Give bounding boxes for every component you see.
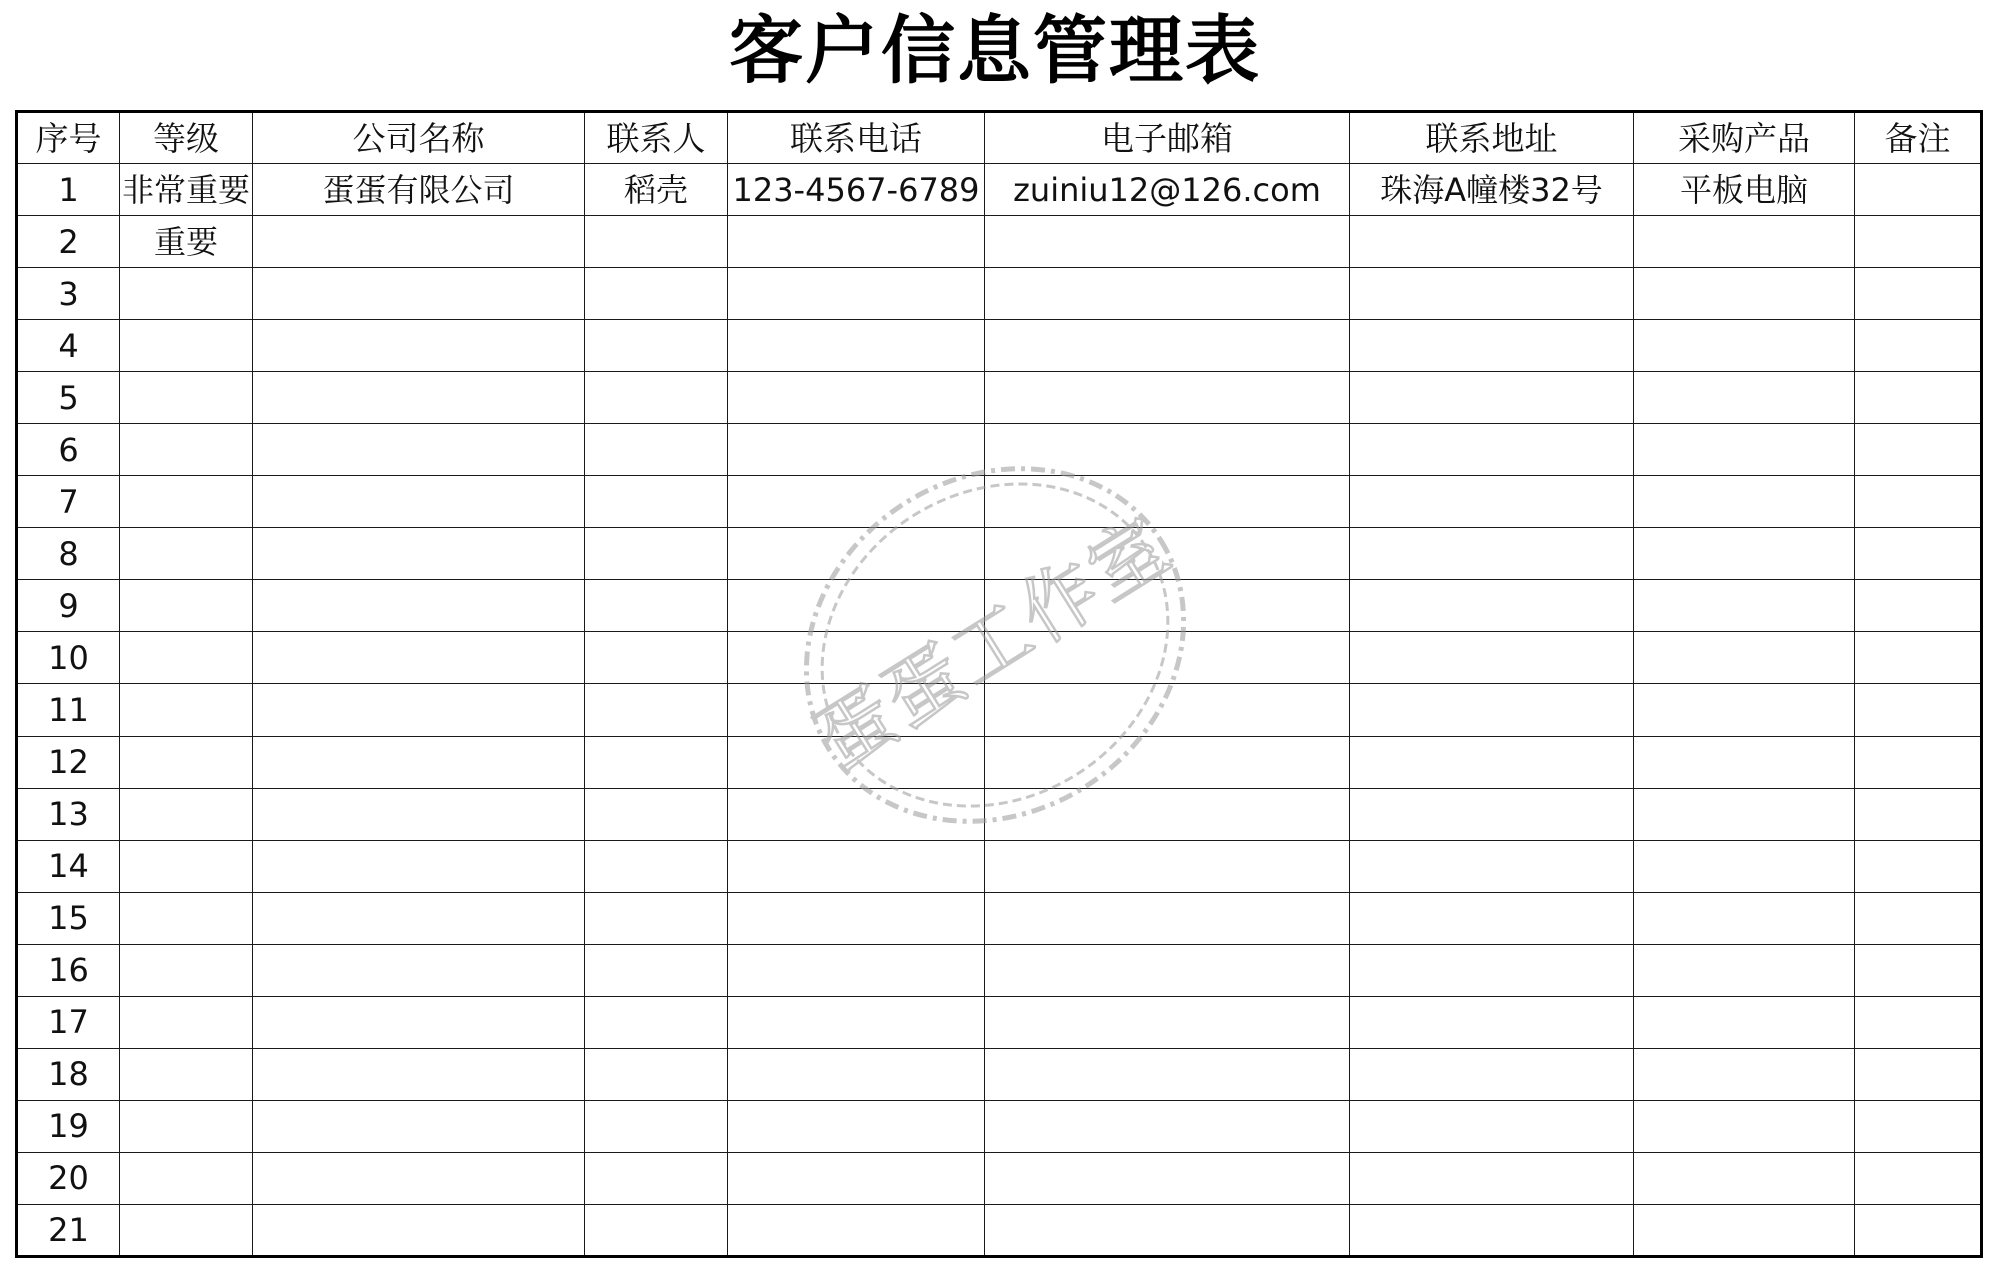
cell-phone[interactable]: [728, 996, 985, 1048]
cell-email[interactable]: [985, 372, 1350, 424]
cell-email[interactable]: [985, 996, 1350, 1048]
cell-company[interactable]: [253, 632, 585, 684]
cell-remark[interactable]: [1855, 424, 1982, 476]
cell-contact[interactable]: [585, 1048, 728, 1100]
cell-address[interactable]: [1350, 216, 1634, 268]
cell-address[interactable]: [1350, 684, 1634, 736]
cell-contact[interactable]: [585, 996, 728, 1048]
cell-product[interactable]: [1634, 840, 1855, 892]
cell-company[interactable]: [253, 476, 585, 528]
cell-product[interactable]: [1634, 424, 1855, 476]
cell-product[interactable]: [1634, 736, 1855, 788]
table-header-row: [17, 112, 1982, 164]
cell-contact[interactable]: [585, 424, 728, 476]
cell-company[interactable]: [253, 424, 585, 476]
cell-index[interactable]: 16: [17, 944, 120, 996]
cell-address[interactable]: [1350, 268, 1634, 320]
cell-email[interactable]: [985, 788, 1350, 840]
cell-address[interactable]: [1350, 736, 1634, 788]
cell-remark[interactable]: [1855, 1048, 1982, 1100]
cell-product[interactable]: [1634, 1204, 1855, 1256]
column-header-phone: 联系电话: [728, 112, 985, 164]
cell-email[interactable]: [985, 1204, 1350, 1256]
table-row: [17, 528, 1982, 580]
column-header-email: 电子邮箱: [985, 112, 1350, 164]
table-row: [17, 580, 1982, 632]
cell-address[interactable]: [1350, 632, 1634, 684]
cell-address[interactable]: [1350, 580, 1634, 632]
cell-email[interactable]: [985, 320, 1350, 372]
cell-email[interactable]: [985, 1152, 1350, 1204]
cell-company[interactable]: [253, 216, 585, 268]
cell-level[interactable]: [120, 476, 253, 528]
table-row: [17, 372, 1982, 424]
cell-index[interactable]: 11: [17, 684, 120, 736]
cell-phone[interactable]: [728, 1152, 985, 1204]
cell-address[interactable]: [1350, 424, 1634, 476]
cell-product[interactable]: [1634, 1100, 1855, 1152]
cell-email[interactable]: [985, 476, 1350, 528]
cell-contact[interactable]: [585, 580, 728, 632]
cell-remark[interactable]: [1855, 528, 1982, 580]
cell-remark[interactable]: [1855, 580, 1982, 632]
cell-email[interactable]: [985, 840, 1350, 892]
cell-company[interactable]: [253, 1100, 585, 1152]
cell-product[interactable]: [1634, 528, 1855, 580]
cell-product[interactable]: [1634, 268, 1855, 320]
cell-level[interactable]: [120, 1048, 253, 1100]
cell-email[interactable]: [985, 1048, 1350, 1100]
cell-product[interactable]: [1634, 1152, 1855, 1204]
cell-company[interactable]: [253, 944, 585, 996]
cell-level[interactable]: [120, 1100, 253, 1152]
cell-email[interactable]: [985, 736, 1350, 788]
cell-level[interactable]: [120, 840, 253, 892]
cell-level[interactable]: [120, 424, 253, 476]
table-row: [17, 268, 1982, 320]
cell-product[interactable]: [1634, 996, 1855, 1048]
cell-remark[interactable]: [1855, 840, 1982, 892]
cell-address[interactable]: [1350, 320, 1634, 372]
cell-remark[interactable]: [1855, 216, 1982, 268]
cell-remark[interactable]: [1855, 476, 1982, 528]
cell-level[interactable]: [120, 1204, 253, 1256]
table-row: [17, 320, 1982, 372]
cell-address[interactable]: [1350, 372, 1634, 424]
cell-email[interactable]: [985, 268, 1350, 320]
cell-index[interactable]: 14: [17, 840, 120, 892]
cell-phone[interactable]: 123-4567-6789: [728, 164, 985, 216]
cell-email[interactable]: [985, 424, 1350, 476]
cell-company[interactable]: [253, 528, 585, 580]
cell-phone[interactable]: [728, 892, 985, 944]
cell-index[interactable]: 2: [17, 216, 120, 268]
table-row: [17, 632, 1982, 684]
cell-contact[interactable]: [585, 320, 728, 372]
cell-company[interactable]: [253, 268, 585, 320]
table-row: [17, 476, 1982, 528]
cell-level[interactable]: 非常重要: [120, 164, 253, 216]
cell-contact[interactable]: [585, 528, 728, 580]
cell-contact[interactable]: [585, 1204, 728, 1256]
cell-phone[interactable]: [728, 216, 985, 268]
cell-product[interactable]: [1634, 476, 1855, 528]
column-header-remark: 备注: [1855, 112, 1982, 164]
cell-company[interactable]: [253, 892, 585, 944]
cell-email[interactable]: [985, 892, 1350, 944]
column-header-product: 采购产品: [1634, 112, 1855, 164]
cell-level[interactable]: 重要: [120, 216, 253, 268]
cell-contact[interactable]: [585, 944, 728, 996]
cell-index[interactable]: 3: [17, 268, 120, 320]
table-row: [17, 216, 1982, 268]
cell-remark[interactable]: [1855, 892, 1982, 944]
cell-phone[interactable]: [728, 372, 985, 424]
cell-email[interactable]: zuiniu12@126.com: [985, 164, 1350, 216]
page-title: 客户信息管理表: [729, 8, 1261, 94]
cell-index[interactable]: 20: [17, 1152, 120, 1204]
cell-email[interactable]: [985, 528, 1350, 580]
cell-remark[interactable]: [1855, 996, 1982, 1048]
cell-contact[interactable]: [585, 1152, 728, 1204]
cell-product[interactable]: [1634, 632, 1855, 684]
cell-product[interactable]: [1634, 216, 1855, 268]
cell-index[interactable]: 12: [17, 736, 120, 788]
cell-address[interactable]: [1350, 1100, 1634, 1152]
cell-level[interactable]: [120, 372, 253, 424]
cell-address[interactable]: [1350, 476, 1634, 528]
customer-info-table: [15, 110, 1983, 1258]
column-header-level: 等级: [120, 112, 253, 164]
cell-address[interactable]: [1350, 1048, 1634, 1100]
cell-remark[interactable]: [1855, 320, 1982, 372]
cell-phone[interactable]: [728, 528, 985, 580]
cell-level[interactable]: [120, 788, 253, 840]
cell-phone[interactable]: [728, 684, 985, 736]
cell-index[interactable]: 1: [17, 164, 120, 216]
cell-company[interactable]: [253, 736, 585, 788]
cell-contact[interactable]: [585, 476, 728, 528]
cell-address[interactable]: [1350, 944, 1634, 996]
cell-company[interactable]: [253, 320, 585, 372]
cell-remark[interactable]: [1855, 268, 1982, 320]
cell-company[interactable]: [253, 1152, 585, 1204]
cell-phone[interactable]: [728, 944, 985, 996]
cell-phone[interactable]: [728, 788, 985, 840]
cell-index[interactable]: 13: [17, 788, 120, 840]
cell-address[interactable]: [1350, 840, 1634, 892]
cell-address[interactable]: 珠海A幢楼32号: [1350, 164, 1634, 216]
cell-remark[interactable]: [1855, 788, 1982, 840]
cell-index[interactable]: 19: [17, 1100, 120, 1152]
cell-remark[interactable]: [1855, 1100, 1982, 1152]
cell-level[interactable]: [120, 580, 253, 632]
cell-company[interactable]: [253, 1048, 585, 1100]
cell-phone[interactable]: [728, 1100, 985, 1152]
cell-contact[interactable]: [585, 840, 728, 892]
cell-remark[interactable]: [1855, 684, 1982, 736]
cell-email[interactable]: [985, 1100, 1350, 1152]
cell-level[interactable]: [120, 944, 253, 996]
cell-email[interactable]: [985, 216, 1350, 268]
cell-product[interactable]: [1634, 372, 1855, 424]
cell-company[interactable]: [253, 996, 585, 1048]
table-row: [17, 1152, 1982, 1204]
cell-level[interactable]: [120, 736, 253, 788]
cell-contact[interactable]: [585, 216, 728, 268]
cell-contact[interactable]: [585, 788, 728, 840]
cell-level[interactable]: [120, 268, 253, 320]
table-row: [17, 1204, 1982, 1256]
cell-level[interactable]: [120, 632, 253, 684]
cell-product[interactable]: [1634, 320, 1855, 372]
cell-address[interactable]: [1350, 1204, 1634, 1256]
cell-product[interactable]: [1634, 580, 1855, 632]
cell-contact[interactable]: [585, 1100, 728, 1152]
cell-level[interactable]: [120, 528, 253, 580]
cell-address[interactable]: [1350, 1152, 1634, 1204]
cell-phone[interactable]: [728, 320, 985, 372]
table-row: [17, 424, 1982, 476]
cell-remark[interactable]: [1855, 372, 1982, 424]
table-row: [17, 1100, 1982, 1152]
cell-company[interactable]: [253, 372, 585, 424]
cell-index[interactable]: 18: [17, 1048, 120, 1100]
table-row: [17, 1048, 1982, 1100]
cell-phone[interactable]: [728, 476, 985, 528]
cell-contact[interactable]: [585, 892, 728, 944]
cell-remark[interactable]: [1855, 1152, 1982, 1204]
cell-email[interactable]: [985, 944, 1350, 996]
cell-index[interactable]: 17: [17, 996, 120, 1048]
cell-contact[interactable]: [585, 736, 728, 788]
cell-contact[interactable]: 稻壳: [585, 164, 728, 216]
cell-product[interactable]: [1634, 944, 1855, 996]
cell-phone[interactable]: [728, 736, 985, 788]
cell-contact[interactable]: [585, 372, 728, 424]
cell-product[interactable]: [1634, 1048, 1855, 1100]
cell-contact[interactable]: [585, 268, 728, 320]
cell-phone[interactable]: [728, 1048, 985, 1100]
column-header-company: 公司名称: [253, 112, 585, 164]
cell-product[interactable]: 平板电脑: [1634, 164, 1855, 216]
cell-phone[interactable]: [728, 424, 985, 476]
cell-phone[interactable]: [728, 268, 985, 320]
cell-company[interactable]: [253, 1204, 585, 1256]
cell-address[interactable]: [1350, 996, 1634, 1048]
cell-index[interactable]: 5: [17, 372, 120, 424]
table-body: [17, 164, 1982, 1257]
cell-address[interactable]: [1350, 788, 1634, 840]
cell-remark[interactable]: [1855, 944, 1982, 996]
cell-index[interactable]: 8: [17, 528, 120, 580]
table-row: [17, 840, 1982, 892]
table-row: [17, 892, 1982, 944]
cell-company[interactable]: 蛋蛋有限公司: [253, 164, 585, 216]
cell-level[interactable]: [120, 996, 253, 1048]
cell-contact[interactable]: [585, 632, 728, 684]
cell-index[interactable]: 9: [17, 580, 120, 632]
table-row: [17, 736, 1982, 788]
table-row: [17, 164, 1982, 216]
cell-product[interactable]: [1634, 684, 1855, 736]
cell-email[interactable]: [985, 632, 1350, 684]
seal-text: 蛋蛋工作室: [800, 499, 1187, 787]
table-row: [17, 684, 1982, 736]
cell-index[interactable]: 7: [17, 476, 120, 528]
cell-level[interactable]: [120, 892, 253, 944]
table-row: [17, 996, 1982, 1048]
cell-phone[interactable]: [728, 840, 985, 892]
cell-index[interactable]: 10: [17, 632, 120, 684]
table-row: [17, 788, 1982, 840]
cell-remark[interactable]: [1855, 1204, 1982, 1256]
column-header-contact: 联系人: [585, 112, 728, 164]
cell-level[interactable]: [120, 1152, 253, 1204]
cell-remark[interactable]: [1855, 632, 1982, 684]
cell-address[interactable]: [1350, 892, 1634, 944]
column-header-address: 联系地址: [1350, 112, 1634, 164]
cell-company[interactable]: [253, 788, 585, 840]
cell-product[interactable]: [1634, 892, 1855, 944]
cell-phone[interactable]: [728, 1204, 985, 1256]
cell-index[interactable]: 4: [17, 320, 120, 372]
cell-index[interactable]: 15: [17, 892, 120, 944]
cell-product[interactable]: [1634, 788, 1855, 840]
cell-remark[interactable]: [1855, 164, 1982, 216]
cell-phone[interactable]: [728, 580, 985, 632]
cell-contact[interactable]: [585, 684, 728, 736]
cell-company[interactable]: [253, 840, 585, 892]
cell-phone[interactable]: [728, 632, 985, 684]
cell-index[interactable]: 6: [17, 424, 120, 476]
cell-address[interactable]: [1350, 528, 1634, 580]
column-header-index: 序号: [17, 112, 120, 164]
cell-index[interactable]: 21: [17, 1204, 120, 1256]
cell-company[interactable]: [253, 580, 585, 632]
cell-level[interactable]: [120, 684, 253, 736]
cell-remark[interactable]: [1855, 736, 1982, 788]
table-row: [17, 944, 1982, 996]
cell-level[interactable]: [120, 320, 253, 372]
cell-email[interactable]: [985, 684, 1350, 736]
cell-company[interactable]: [253, 684, 585, 736]
cell-email[interactable]: [985, 580, 1350, 632]
